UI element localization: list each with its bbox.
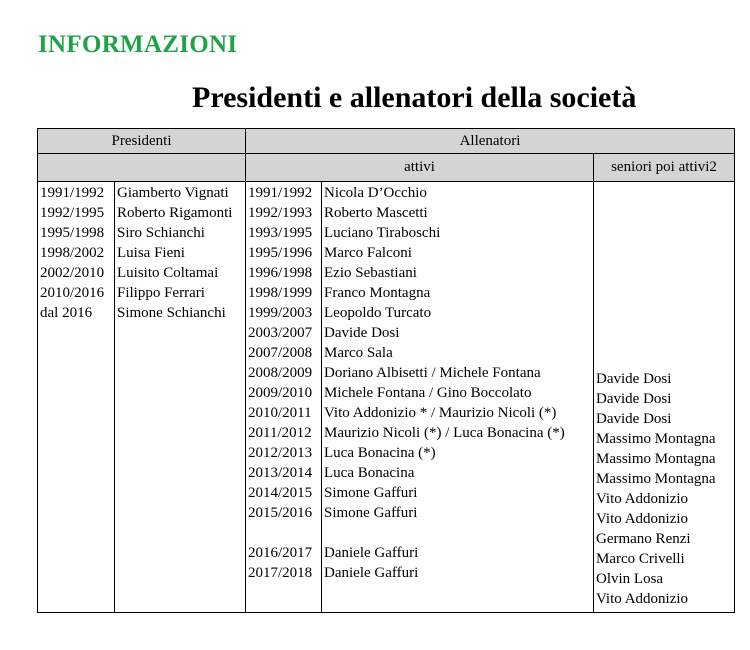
seniori-coach-name: Davide Dosi [596,391,672,407]
coach-period: 2011/2012 [248,425,312,441]
seniori-coach-name: Olvin Losa [596,571,664,587]
coach-period: 2008/2009 [248,365,313,381]
coach-period: 2003/2007 [248,325,313,341]
coach-name: Luca Bonacina [324,465,415,481]
seniori-coach-name: Massimo Montagna [596,431,716,447]
coach-period: 2017/2018 [248,565,313,581]
coach-name: Marco Sala [324,345,393,361]
coach-name: Roberto Mascetti [324,205,428,221]
coach-period: 2010/2011 [248,405,312,421]
coach-name: Luca Bonacina (*) [324,445,436,461]
president-period: 1992/1995 [40,205,105,221]
president-name: Filippo Ferrari [117,285,205,301]
coach-period: 1998/1999 [248,285,313,301]
coach-period: 2016/2017 [248,545,313,561]
seniori-coach-name: Marco Crivelli [596,551,685,567]
coach-name: Doriano Albisetti / Michele Fontana [324,365,541,381]
seniori-coach-name: Vito Addonizio [596,491,689,507]
coach-period: 2007/2008 [248,345,313,361]
seniori-coach-name: Davide Dosi [596,371,672,387]
header-blank [38,154,246,182]
president-period: 1995/1998 [40,225,105,241]
coaches-name-column [322,182,594,613]
header-seniori: seniori poi attivi2 [594,154,735,182]
coach-name: Franco Montagna [324,285,431,301]
header-row-1 [38,129,735,154]
coach-name: Davide Dosi [324,325,400,341]
president-name: Simone Schianchi [117,305,226,321]
presidents-coaches-table [37,128,735,613]
president-period: 2010/2016 [40,285,105,301]
header-allenatori: Allenatori [246,129,735,154]
president-period: 2002/2010 [40,265,105,281]
coach-name: Ezio Sebastiani [324,265,417,281]
header-attivi: attivi [246,154,594,182]
coach-name [324,523,593,543]
president-name: Luisa Fieni [117,245,185,261]
presidents-period-column [38,182,115,613]
coach-name: Daniele Gaffuri [324,545,419,561]
coach-name: Nicola D’Occhio [324,185,427,201]
coach-name: Michele Fontana / Gino Boccolato [324,385,532,401]
coach-period: 2012/2013 [248,445,313,461]
coach-name: Daniele Gaffuri [324,565,419,581]
president-name: Siro Schianchi [117,225,205,241]
header-presidenti: Presidenti [38,129,246,154]
president-name: Luisito Coltamai [117,265,219,281]
coach-name: Maurizio Nicoli (*) / Luca Bonacina (*) [324,425,565,441]
seniori-coach-name: Vito Addonizio [596,591,689,607]
president-period: 1998/2002 [40,245,105,261]
seniori-coach-name: Vito Addonizio [596,511,689,527]
coach-period: 1999/2003 [248,305,313,321]
coaches-period-column [246,182,322,613]
page-title: Presidenti e allenatori della società [192,81,637,114]
coach-period: 2013/2014 [248,465,313,481]
seniori-coach-name: Massimo Montagna [596,451,716,467]
body-row [38,182,735,613]
seniori-column [594,182,735,613]
coach-name: Marco Falconi [324,245,412,261]
coach-name: Leopoldo Turcato [324,305,432,321]
coach-period: 1991/1992 [248,185,313,201]
coach-period: 1995/1996 [248,245,313,261]
president-period: dal 2016 [40,305,93,321]
coach-period: 2015/2016 [248,505,313,521]
coach-name: Luciano Tiraboschi [324,225,441,241]
header-row-2 [38,154,735,182]
coach-period: 2014/2015 [248,485,313,501]
seniori-coach-name: Germano Renzi [596,531,691,547]
coach-name: Simone Gaffuri [324,485,418,501]
coach-period [248,523,321,543]
president-period: 1991/1992 [40,185,105,201]
coach-name: Vito Addonizio * / Maurizio Nicoli (*) [324,405,557,421]
president-name: Giamberto Vignati [117,185,229,201]
section-title: INFORMAZIONI [38,31,238,58]
seniori-coach-name: Davide Dosi [596,411,672,427]
coach-period: 1992/1993 [248,205,313,221]
presidents-name-column [115,182,246,613]
president-name: Roberto Rigamonti [117,205,233,221]
coach-period: 2009/2010 [248,385,313,401]
coach-period: 1993/1995 [248,225,313,241]
coach-period: 1996/1998 [248,265,313,281]
seniori-coach-name: Massimo Montagna [596,471,716,487]
coach-name: Simone Gaffuri [324,505,418,521]
